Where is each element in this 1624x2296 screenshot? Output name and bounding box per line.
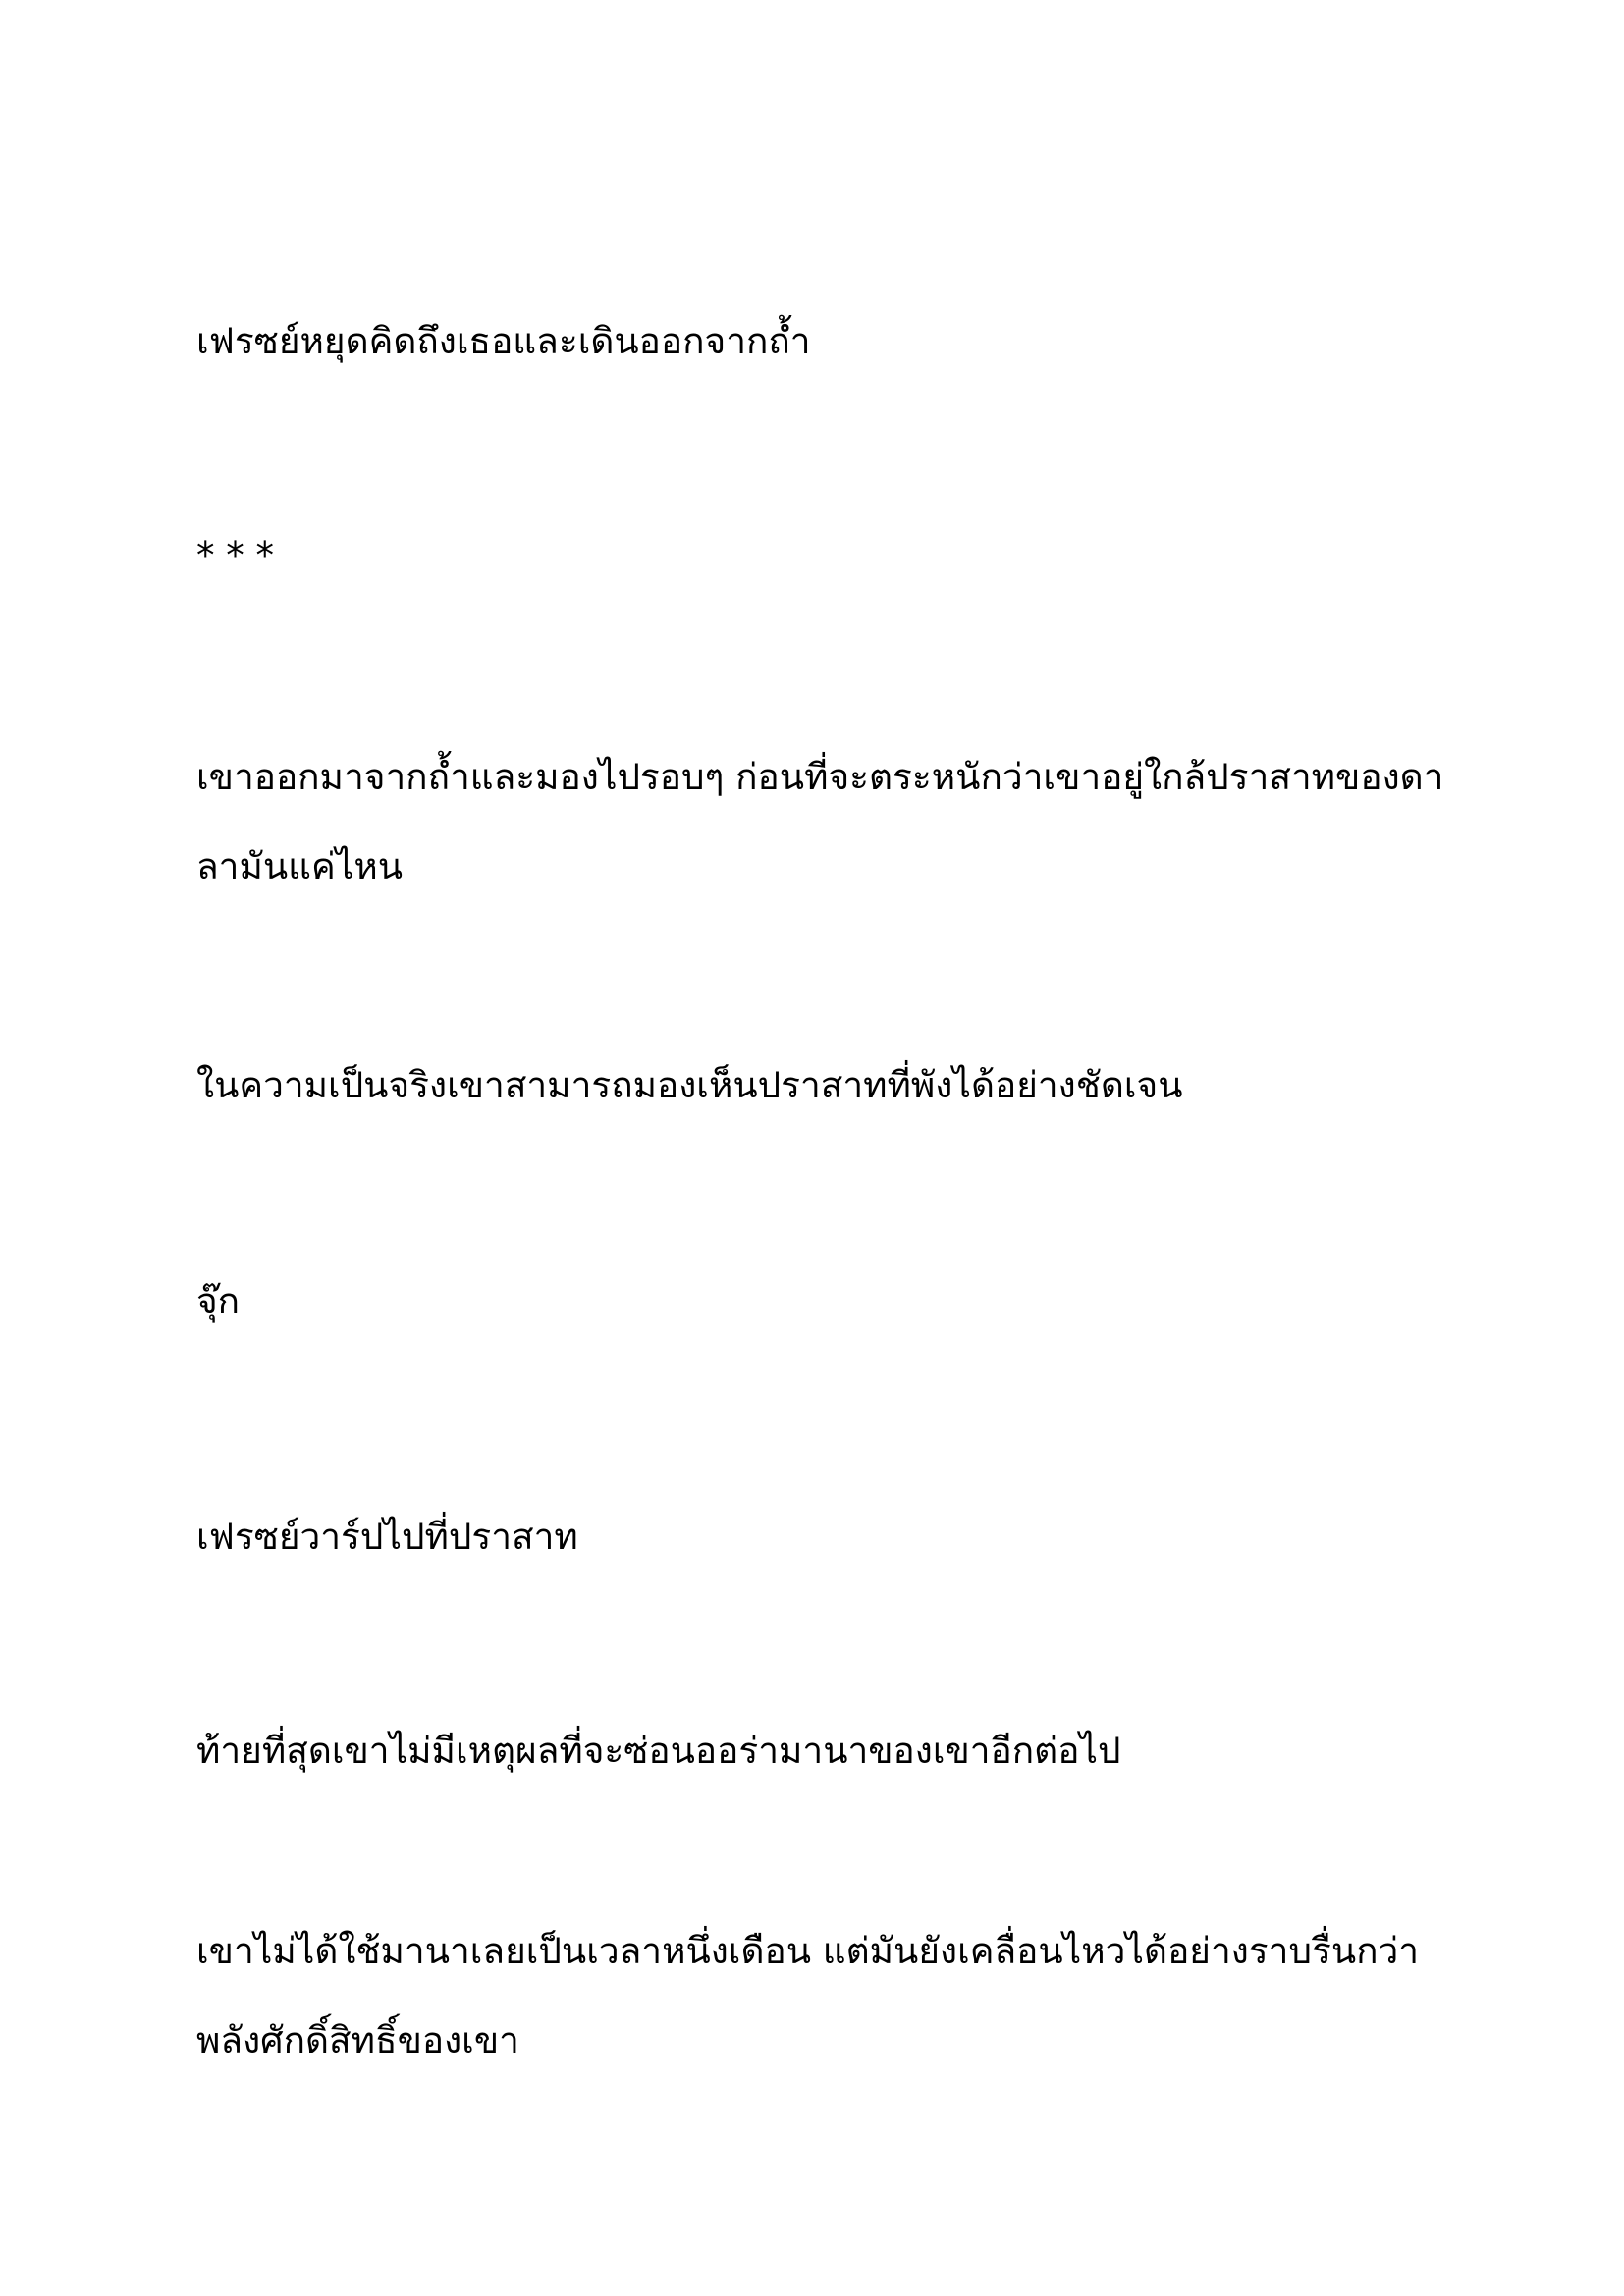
paragraph-6: เฟรซย์วาร์ปไปที่ปราสาท — [196, 1516, 578, 1558]
paragraph-4: ในความเป็นจริงเขาสามารถมองเห็นปราสาทที่พังได้อย่างชัดเจน — [196, 1064, 1183, 1106]
paragraph-5: จุ๊ก — [196, 1280, 241, 1322]
paragraph-1: เฟรซย์หยุดคิดถึงเธอและเดินออกจากถ้ำ — [196, 320, 811, 362]
paragraph-8: เขาไม่ได้ใช้มานาเลยเป็นเวลาหนึ่งเดือน แต่มันยังเคลื่อนไหวได้อย่างราบรื่นกว่าพลังศักดิ์สิทธิ์ของเขา — [196, 1930, 1420, 2061]
scene-break: * * * — [196, 534, 275, 576]
paragraph-7: ท้ายที่สุดเขาไม่มีเหตุผลที่จะซ่อนออร่ามานาของเขาอีกต่อไป — [196, 1730, 1121, 1772]
paragraph-3: เขาออกมาจากถ้ำและมองไปรอบๆ ก่อนที่จะตระหนักว่าเขาอยู่ใกล้ปราสาทของดาลามันแค่ไหน — [196, 756, 1444, 887]
